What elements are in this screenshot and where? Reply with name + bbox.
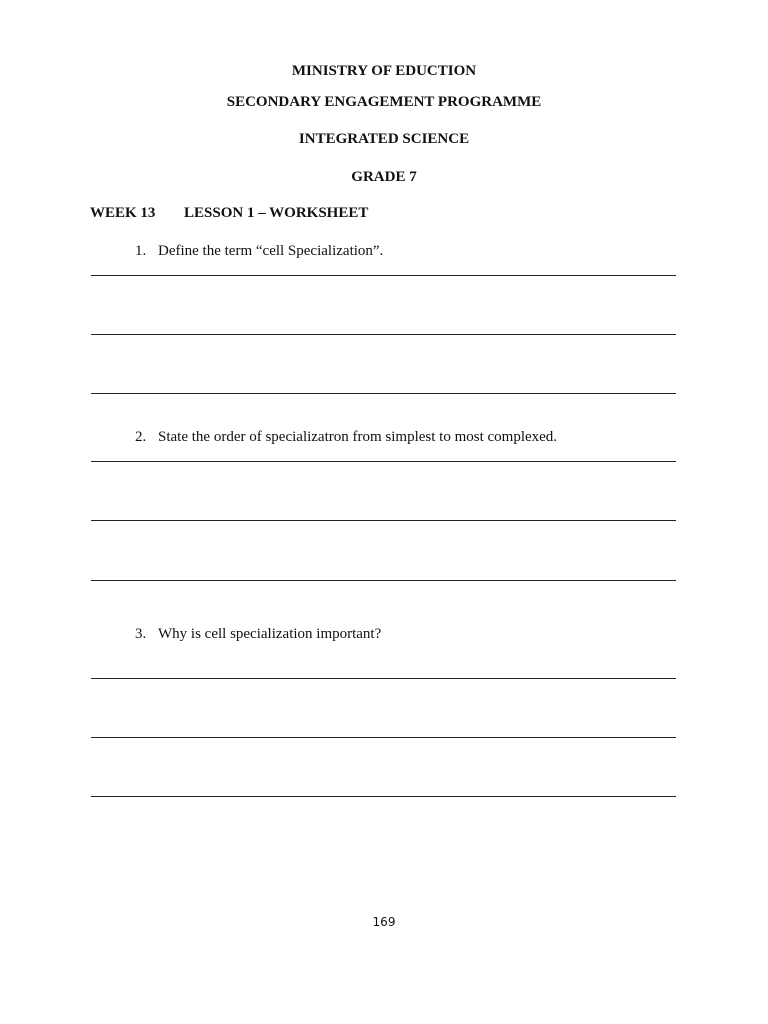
page-number: 169 bbox=[372, 915, 396, 929]
grade-heading: GRADE 7 bbox=[351, 169, 417, 185]
ministry-heading: MINISTRY OF EDUCTION bbox=[291, 63, 477, 79]
question-number: 2. bbox=[135, 429, 147, 445]
question-1 bbox=[135, 242, 383, 260]
answer-line[interactable] bbox=[91, 678, 676, 679]
answer-line[interactable] bbox=[91, 796, 676, 797]
answer-line[interactable] bbox=[91, 334, 676, 335]
answer-line[interactable] bbox=[91, 520, 676, 521]
answer-line[interactable] bbox=[91, 275, 676, 276]
programme-heading: SECONDARY ENGAGEMENT PROGRAMME bbox=[226, 94, 542, 110]
answer-line[interactable] bbox=[91, 737, 676, 738]
lesson-header bbox=[90, 204, 369, 222]
answer-line[interactable] bbox=[91, 461, 676, 462]
answer-line[interactable] bbox=[91, 393, 676, 394]
question-number: 3. bbox=[135, 626, 147, 642]
lesson-title: LESSON 1 – WORKSHEET bbox=[184, 205, 369, 221]
question-number: 1. bbox=[135, 243, 147, 259]
question-text: Define the term “cell Specialization”. bbox=[158, 243, 384, 259]
question-3 bbox=[135, 625, 381, 643]
question-text: State the order of specializatron from simplest to most complexed. bbox=[158, 429, 558, 445]
answer-line[interactable] bbox=[91, 580, 676, 581]
question-2 bbox=[135, 428, 557, 446]
question-text: Why is cell specialization important? bbox=[158, 626, 382, 642]
week-label: WEEK 13 bbox=[90, 205, 156, 221]
subject-heading: INTEGRATED SCIENCE bbox=[298, 131, 470, 147]
